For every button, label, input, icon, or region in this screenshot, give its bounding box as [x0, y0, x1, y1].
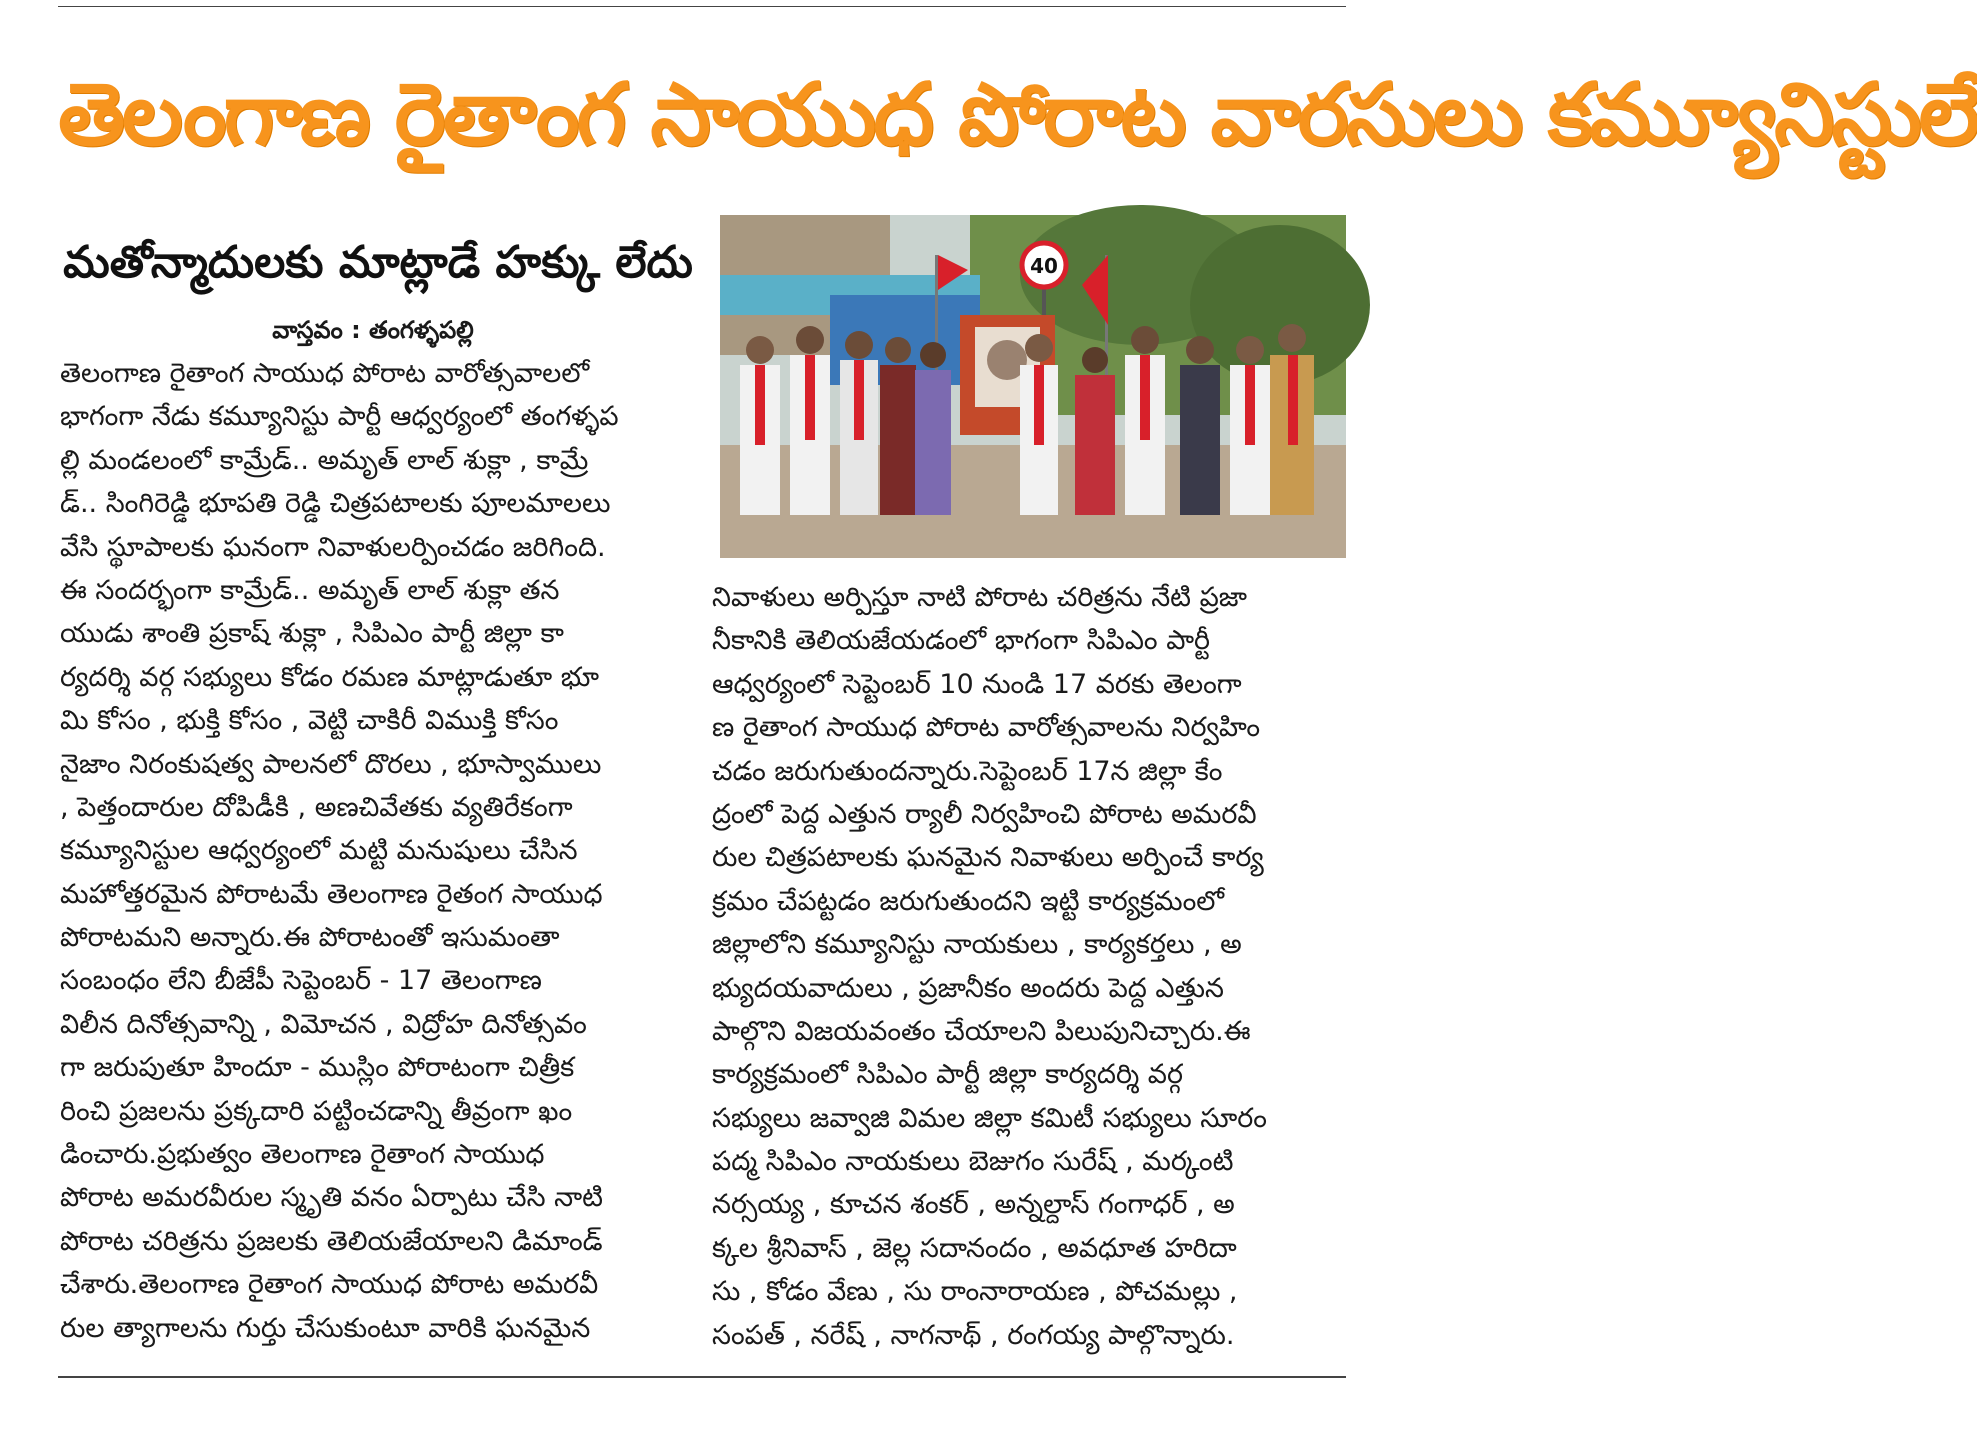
bottom-rule — [58, 1376, 1346, 1378]
article-line: , పెత్తందారుల దోపిడీకి , అణచివేతకు వ్యతిరేకంగా — [60, 791, 573, 823]
article-line: డ్.. సింగిరెడ్డి భూపతి రెడ్డి చిత్రపటాలకు పూలమాలలు — [60, 488, 611, 520]
article-line: సంబంధం లేని బీజేపీ సెప్టెంబర్ - 17 తెలంగాణ — [60, 965, 542, 997]
article-line: సభ్యులు జవ్వాజి విమల జిల్లా కమిటీ సభ్యులు సూరం — [712, 1102, 1267, 1134]
article-line: భ్యుదయవాదులు , ప్రజానీకం అందరు పెద్ద ఎత్తున — [712, 972, 1224, 1004]
article-line: వేసి స్థూపాలకు ఘనంగా నివాళులర్పించడం జరిగింది. — [60, 531, 606, 563]
next-headline-fragment — [160, 1412, 1340, 1436]
article-line: పద్మ సిపిఎం నాయకులు బెజుగం సురేష్ , మర్కంటి — [712, 1146, 1234, 1178]
article-line: ద్రంలో పెద్ద ఎత్తున ర్యాలీ నిర్వహించి పోరాట అమరవీ — [712, 798, 1257, 830]
article-line: మహోత్తరమైన పోరాటమే తెలంగాణ రైతంగ సాయుధ — [60, 878, 603, 910]
article-line: ఈ సందర్భంగా కామ్రేడ్.. అమృత్ లాల్ శుక్లా తన — [60, 574, 560, 606]
subheadline: మతోన్మాదులకు మాట్లాడే హక్కు లేదు — [63, 237, 693, 288]
article-line: విలీన దినోత్సవాన్ని , విమోచన , విద్రోహ దినోత్సవం — [60, 1008, 587, 1040]
headline: తెలంగాణ రైతాంగ సాయుధ పోరాట వారసులు కమ్యూనిస్టులే — [58, 65, 1977, 165]
article-line: చేశారు.తెలంగాణ రైతాంగ సాయుధ పోరాట అమరవీ — [60, 1269, 599, 1301]
article-line: యుడు శాంతి ప్రకాష్ శుక్లా , సిపిఎం పార్టీ జిల్లా కా — [60, 618, 564, 650]
top-rule — [58, 6, 1346, 7]
article-line: నివాళులు అర్పిస్తూ నాటి పోరాట చరిత్రను నేటి ప్రజా — [712, 582, 1248, 613]
article-line: ల్లి మండలంలో కామ్రేడ్.. అమృత్ లాల్ శుక్లా , కామ్రే — [60, 444, 589, 476]
article-line: సు , కోడం వేణు , సు రాంనారాయణ , పోచమల్లు , — [712, 1276, 1238, 1308]
article-line: పోరాటమని అన్నారు.ఈ పోరాటంతో ఇసుమంతా — [60, 922, 560, 954]
article-line: పోరాట అమరవీరుల స్మృతి వనం ఏర్పాటు చేసి నాటి — [60, 1182, 604, 1214]
article-line: తెలంగాణ రైతాంగ సాయుధ పోరాట వారోత్సవాలలో — [60, 358, 590, 389]
article-line: క్కల శ్రీనివాస్ , జెల్ల సదానందం , అవధూత హరిదా — [712, 1232, 1237, 1264]
article-line: భాగంగా నేడు కమ్యూనిస్టు పార్టీ ఆధ్వర్యంలో తంగళ్ళప — [60, 401, 619, 433]
article-line: రించి ప్రజలను ప్రక్కదారి పట్టించడాన్ని తీవ్రంగా ఖం — [60, 1095, 573, 1127]
article-line: ఆధ్వర్యంలో సెప్టెంబర్ 10 నుండి 17 వరకు తెలంగా — [712, 668, 1242, 700]
speed-sign-text: 40 — [1030, 254, 1058, 278]
dateline: వాస్తవం : తంగళ్ళపల్లి — [272, 316, 474, 344]
article-line: ర్యదర్శి వర్గ సభ్యులు కోడం రమణ మాట్లాడుతూ భూ — [60, 661, 600, 693]
article-line: పాల్గొని విజయవంతం చేయాలని పిలుపునిచ్చారు.ఈ — [712, 1015, 1251, 1047]
article-line: సంపత్ , నరేష్ , నాగనాథ్ , రంగయ్య పాల్గొన్నారు. — [712, 1319, 1235, 1351]
article-line: పోరాట చరిత్రను ప్రజలకు తెలియజేయాలని డిమాండ్ — [60, 1225, 603, 1257]
rally-photo-illustration — [720, 215, 1346, 558]
article-line: కమ్యూనిస్టుల ఆధ్వర్యంలో మట్టి మనుషులు చేసిన — [60, 835, 578, 867]
article-line: నర్సయ్య , కూచన శంకర్ , అన్నల్దాస్ గంగాధర్ , అ — [712, 1189, 1235, 1221]
article-line: జిల్లాలోని కమ్యూనిస్టు నాయకులు , కార్యకర్తలు , అ — [712, 929, 1242, 961]
article-line: గా జరుపుతూ హిందూ - ముస్లిం పోరాటంగా చిత్రీక — [60, 1052, 575, 1084]
article-line: చడం జరుగుతుందన్నారు.సెప్టెంబర్ 17న జిల్లా కేం — [712, 755, 1223, 787]
article-line: ణ రైతాంగ సాయుధ పోరాట వారోత్సవాలను నిర్వహిం — [712, 712, 1261, 744]
article-line: నైజాం నిరంకుషత్వ పాలనలో దొరలు , భూస్వాములు — [60, 748, 602, 780]
article-line: మి కోసం , భుక్తి కోసం , వెట్టి చాకిరీ విముక్తి కోసం — [60, 705, 559, 737]
article-left-column — [60, 352, 690, 1350]
article-line: డించారు.ప్రభుత్వం తెలంగాణ రైతాంగ సాయుధ — [60, 1139, 545, 1171]
article-right-column — [712, 576, 1346, 1357]
article-line: రుల చిత్రపటాలకు ఘనమైన నివాళులు అర్పించే కార్య — [712, 842, 1264, 874]
news-photo — [720, 215, 1346, 558]
article-line: క్రమం చేపట్టడం జరుగుతుందని ఇట్టి కార్యక్రమంలో — [712, 885, 1225, 917]
article-line: రుల త్యాగాలను గుర్తు చేసుకుంటూ వారికి ఘనమైన — [60, 1312, 591, 1344]
article-line: నీకానికి తెలియజేయడంలో భాగంగా సిపిఎం పార్టీ — [712, 625, 1211, 657]
article-line: కార్యక్రమంలో సిపిఎం పార్టీ జిల్లా కార్యదర్శి వర్గ — [712, 1059, 1183, 1091]
